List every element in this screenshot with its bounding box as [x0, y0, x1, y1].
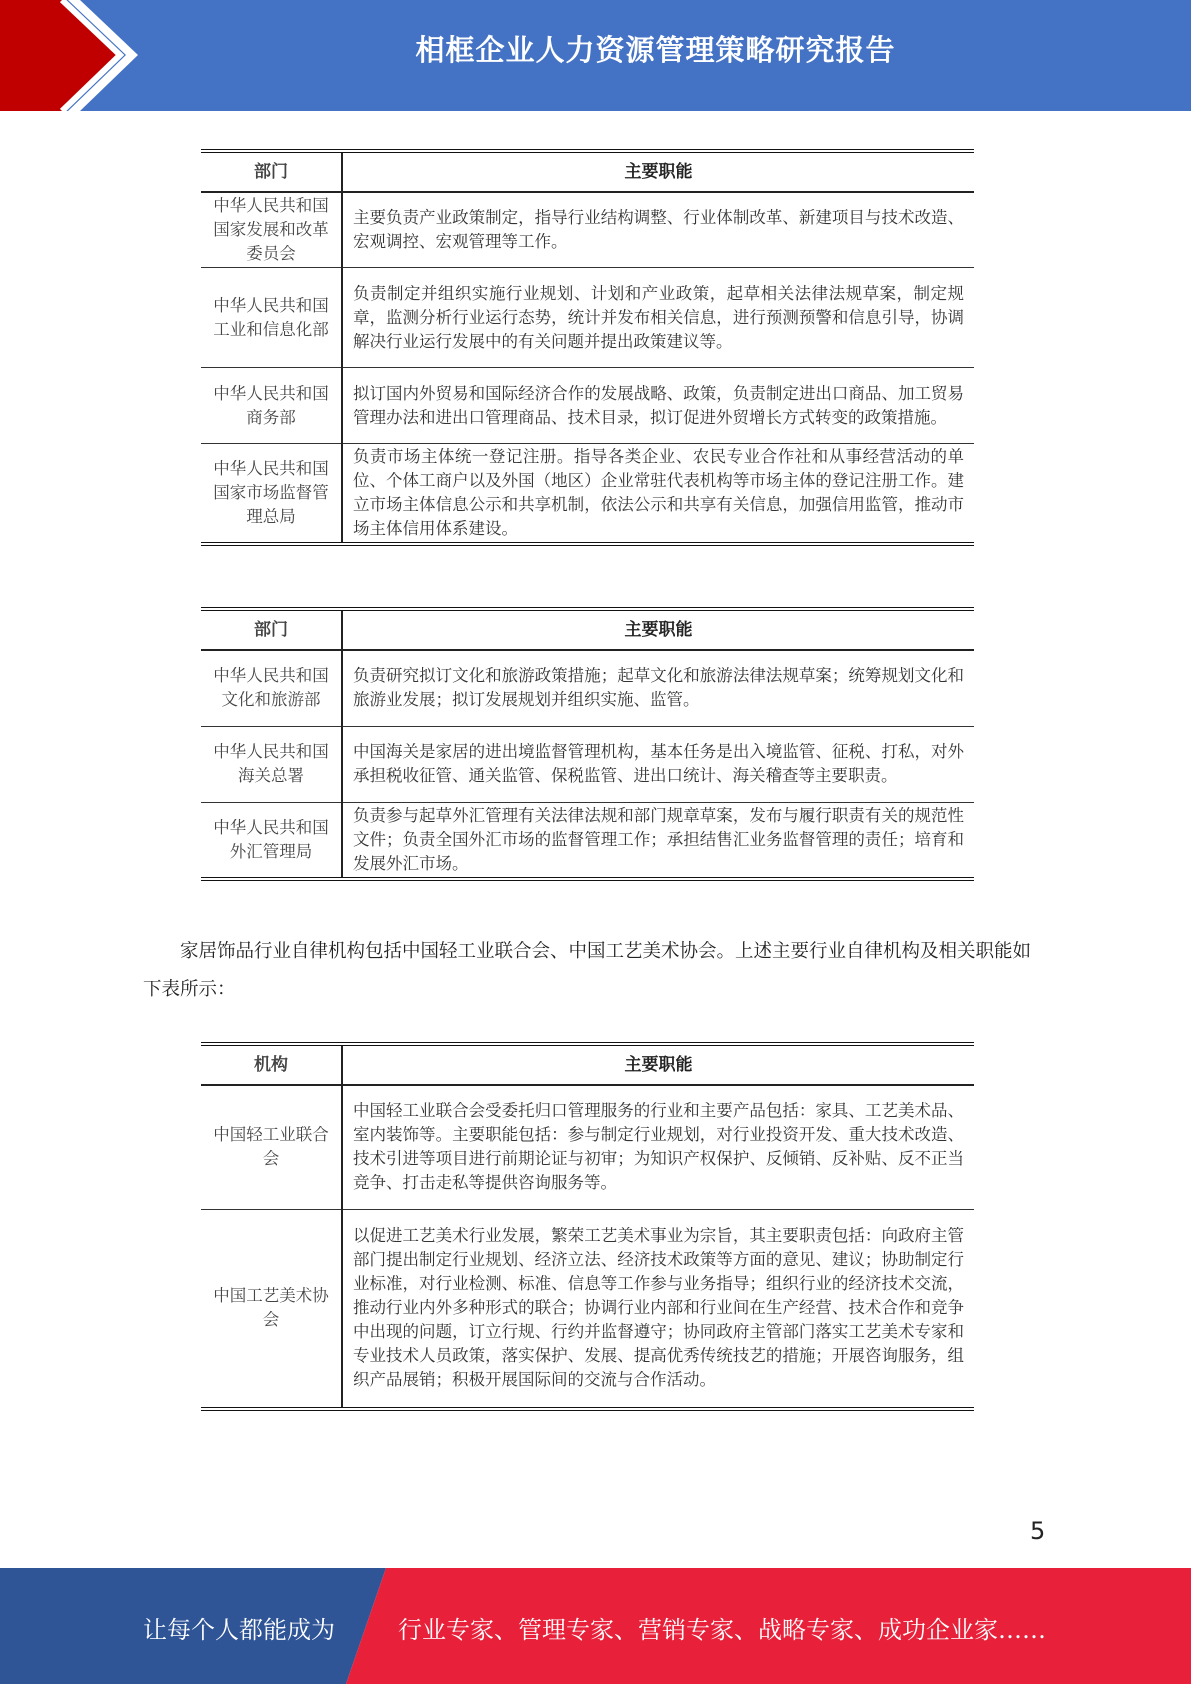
footer-slogan-left: 让每个人都能成为	[143, 1616, 335, 1644]
duty-cell: 拟订国内外贸易和国际经济合作的发展战略、政策，负责制定进出口商品、加工贸易管理办法和进出口管理商品、技术目录，拟订促进外贸增长方式转变的政策措施。	[342, 368, 974, 444]
table-header-row	[201, 609, 974, 650]
body-paragraph: 家居饰品行业自律机构包括中国轻工业联合会、中国工艺美术协会。上述主要行业自律机构及相关职能如下表所示：	[143, 941, 1032, 1000]
department-cell: 中华人民共和国海关总署	[201, 726, 342, 802]
column-header-duties: 主要职能	[342, 1044, 974, 1085]
duty-cell: 负责参与起草外汇管理有关法律法规和部门规章草案，发布与履行职责有关的规范性文件；负责全国外汇市场的监督管理工作；承担结售汇业务监督管理的责任；培育和发展外汇市场。	[342, 802, 974, 879]
column-header-department: 部门	[201, 151, 342, 192]
duty-cell: 负责制定并组织实施行业规划、计划和产业政策，起草相关法律法规草案，制定规章，监测分析行业运行态势，统计并发布相关信息，进行预测预警和信息引导，协调解决行业运行发展中的有关问题并提出政策建议等。	[342, 268, 974, 368]
table-row	[201, 1209, 974, 1409]
government-departments-table-1	[201, 149, 974, 546]
column-header-duties: 主要职能	[342, 609, 974, 650]
department-cell: 中华人民共和国国家市场监督管理总局	[201, 444, 342, 545]
table-row	[201, 444, 974, 545]
table-row	[201, 726, 974, 802]
duty-cell: 以促进工艺美术行业发展，繁荣工艺美术事业为宗旨，其主要职责包括：向政府主管部门提出制定行业规划、经济立法、经济技术政策等方面的意见、建议；协助制定行业标准，对行业检测、标准、信息等工作参与业务指导；组织行业的经济技术交流，推动行业内外多种形式的联合；协调行业内部和行业间在生产经营、技术合作和竞争中出现的问题，订立行规、行约并监督遵守；协同政府主管部门落实工艺美术专家和专业技术人员政策，落实保护、发展、提高优秀传统技艺的措施；开展咨询服务，组织产品展销；积极开展国际间的交流与合作活动。	[342, 1209, 974, 1409]
column-header-organization: 机构	[201, 1044, 342, 1085]
table-row	[201, 268, 974, 368]
page-number: 5	[1030, 1517, 1046, 1545]
column-header-duties: 主要职能	[342, 151, 974, 192]
column-header-department: 部门	[201, 609, 342, 650]
table-row	[201, 192, 974, 268]
duty-cell: 中国轻工业联合会受委托归口管理服务的行业和主要产品包括：家具、工艺美术品、室内装饰等。主要职能包括：参与制定行业规划，对行业投资开发、重大技术改造、技术引进等项目进行前期论证与初审；为知识产权保护、反倾销、反补贴、反不正当竞争、打击走私等提供咨询服务等。	[353, 1101, 964, 1193]
organization-cell: 中国工艺美术协会	[201, 1209, 342, 1409]
department-cell: 中华人民共和国商务部	[201, 368, 342, 444]
department-cell: 中华人民共和国国家发展和改革委员会	[201, 192, 342, 268]
table-header-row	[201, 1044, 974, 1085]
organization-cell: 中国轻工业联合会	[201, 1085, 342, 1209]
department-cell: 中华人民共和国文化和旅游部	[201, 650, 342, 726]
duty-cell: 中国海关是家居的进出境监督管理机构，基本任务是出入境监管、征税、打私，对外承担税收征管、通关监管、保税监管、进出口统计、海关稽查等主要职责。	[342, 726, 974, 802]
table-header-row	[201, 151, 974, 192]
page-footer	[0, 1568, 1191, 1684]
table-row	[201, 1085, 974, 1209]
table-row	[201, 650, 974, 726]
duty-cell: 负责研究拟订文化和旅游政策措施；起草文化和旅游法律法规草案；统筹规划文化和旅游业发展；拟订发展规划并组织实施、监管。	[353, 666, 964, 710]
page-header	[0, 0, 1191, 111]
department-cell: 中华人民共和国外汇管理局	[201, 802, 342, 879]
footer-slogan-right: 行业专家、管理专家、营销专家、战略专家、成功企业家……	[398, 1616, 1046, 1644]
industry-associations-table	[201, 1042, 974, 1411]
duty-cell: 负责市场主体统一登记注册。指导各类企业、农民专业合作社和从事经营活动的单位、个体工商户以及外国（地区）企业常驻代表机构等市场主体的登记注册工作。建立市场主体信息公示和共享机制，依法公示和共享有关信息，加强信用监管，推动市场主体信用体系建设。	[342, 444, 974, 545]
table-row	[201, 368, 974, 444]
department-cell: 中华人民共和国工业和信息化部	[201, 268, 342, 368]
duty-cell: 主要负责产业政策制定，指导行业结构调整、行业体制改革、新建项目与技术改造、宏观调控、宏观管理等工作。	[353, 208, 964, 251]
government-departments-table-2	[201, 607, 974, 881]
table-row	[201, 802, 974, 879]
report-title: 相框企业人力资源管理策略研究报告	[415, 33, 896, 67]
